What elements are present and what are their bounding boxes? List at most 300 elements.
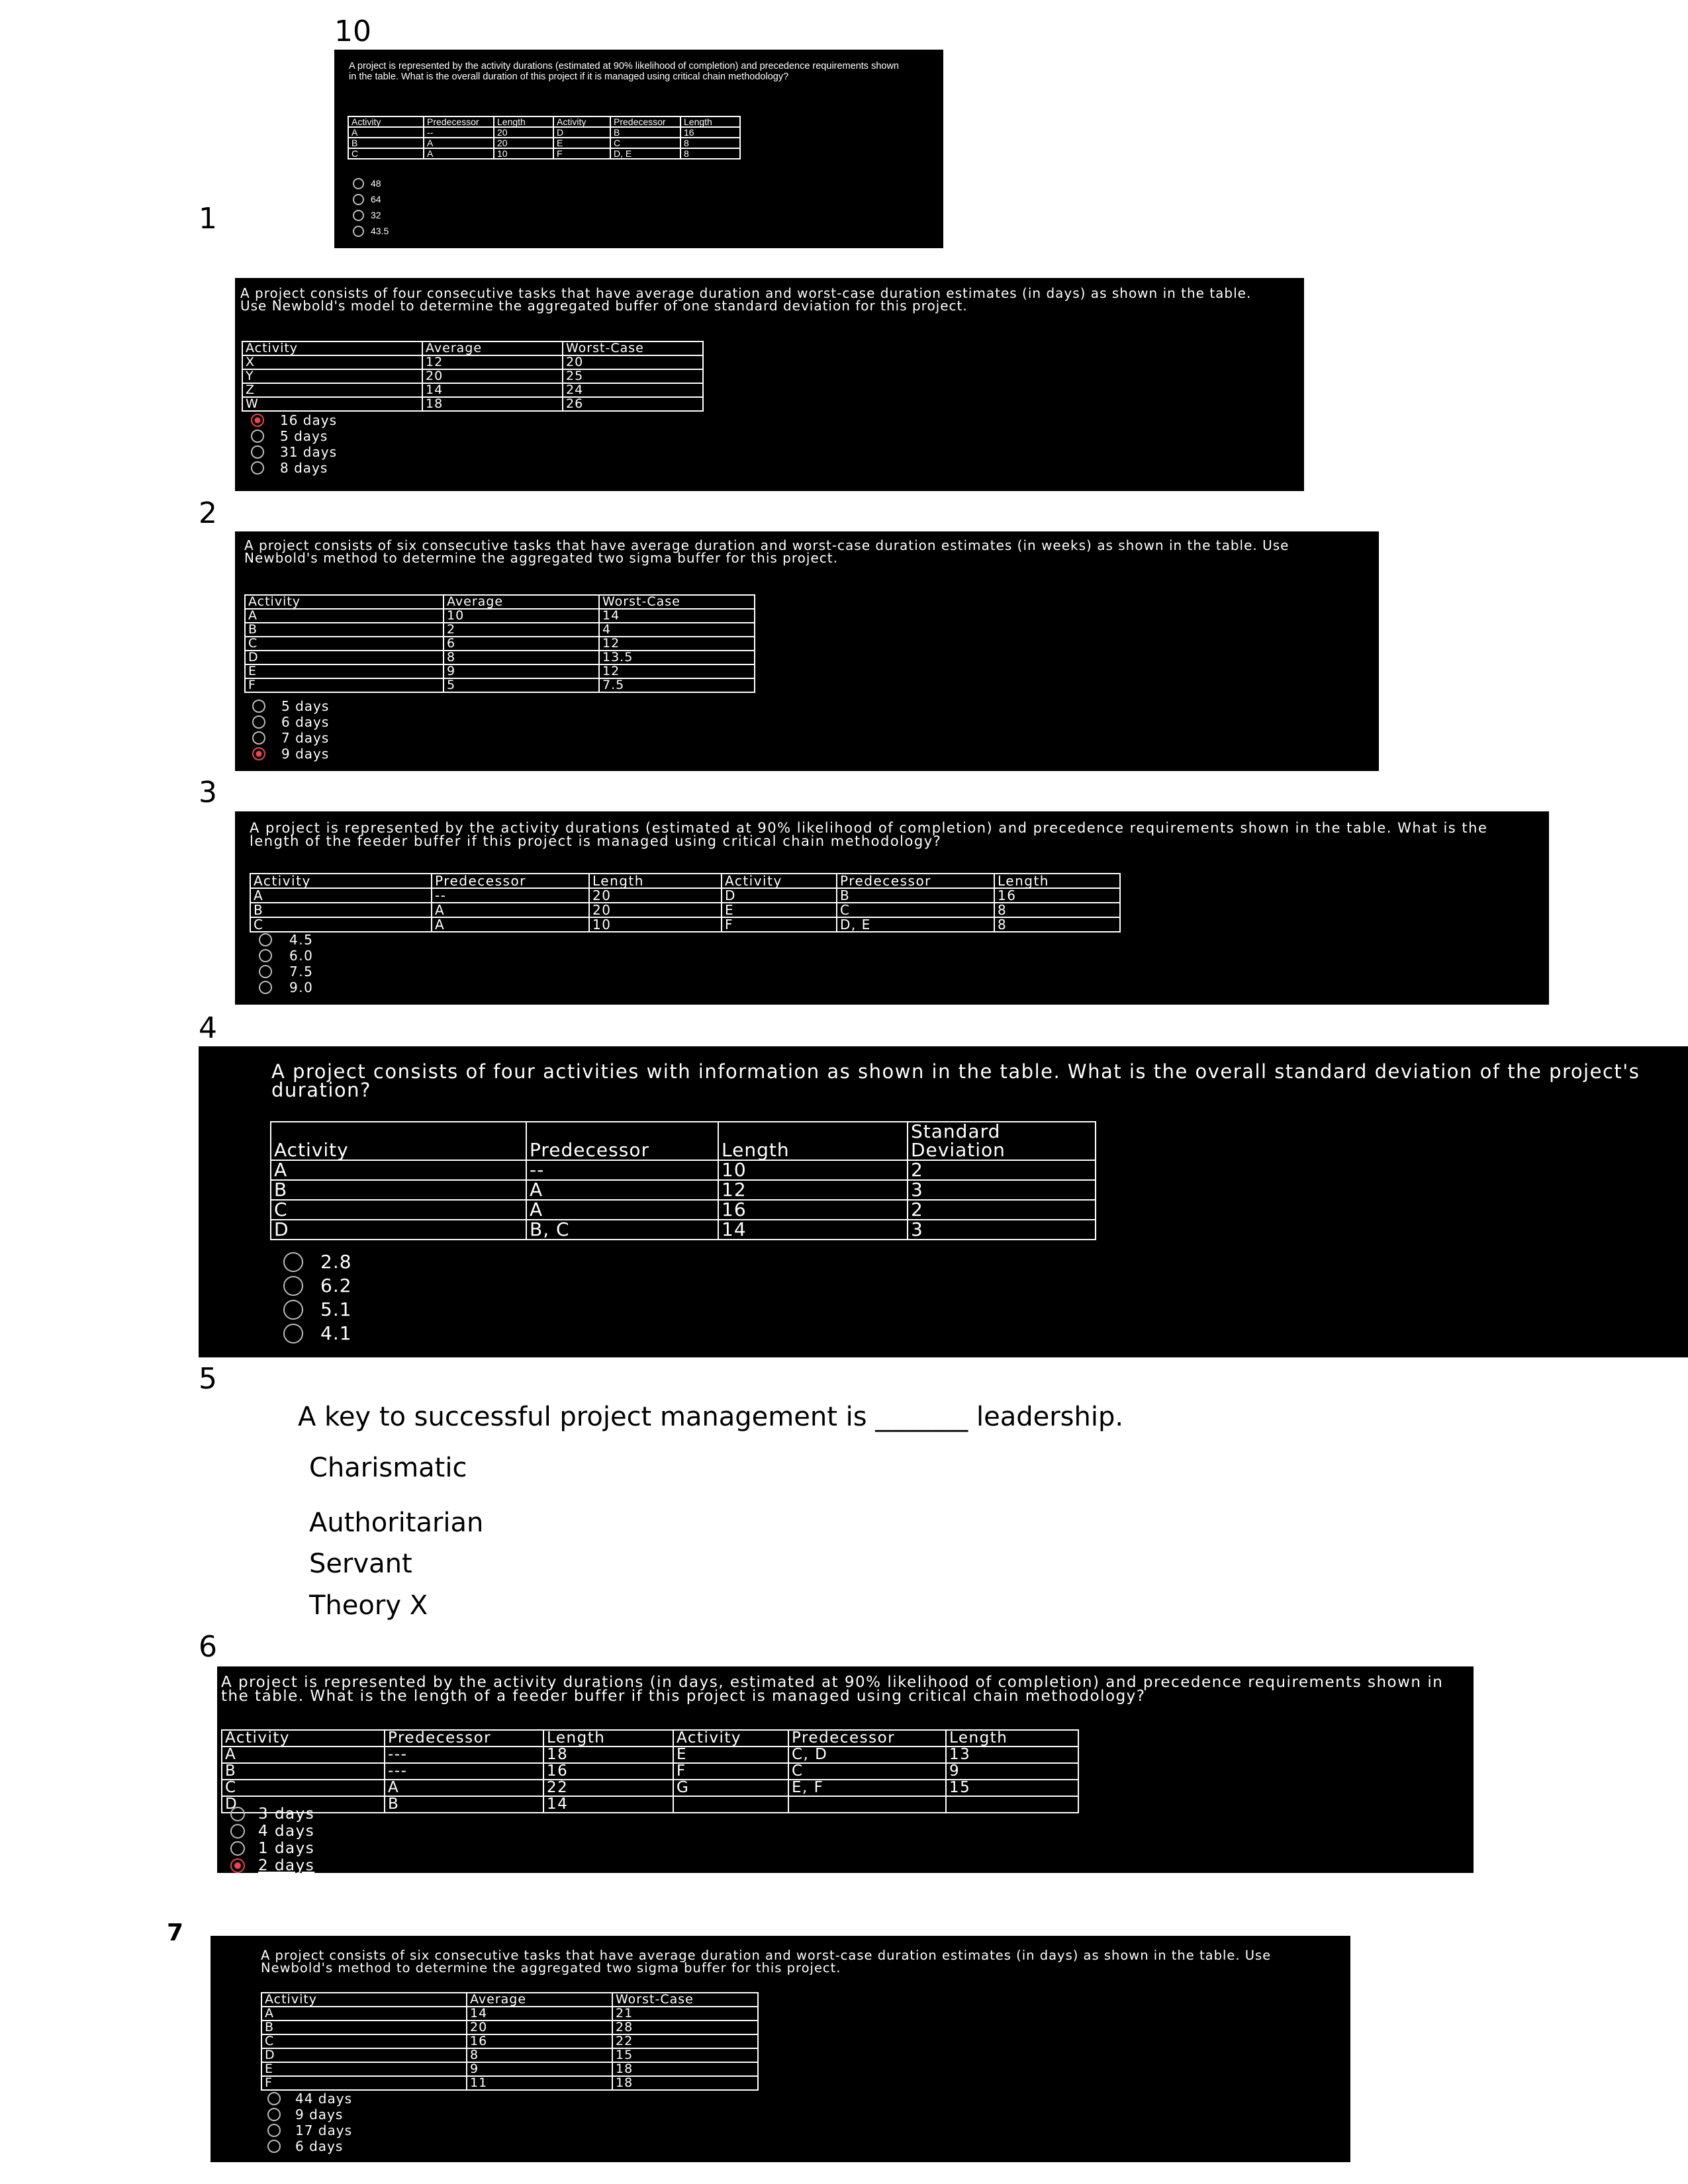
table-cell: 15: [946, 1780, 1078, 1796]
option-label: 43.5: [371, 226, 389, 236]
table-cell: B: [348, 138, 424, 148]
answer-options: [353, 175, 389, 239]
option-label: 3 days: [258, 1805, 315, 1823]
table-cell: E, F: [788, 1780, 946, 1796]
table-cell: C, D: [788, 1747, 946, 1763]
table-header: Activity: [271, 1122, 526, 1160]
table-row: [348, 148, 740, 159]
table-cell: 22: [612, 2034, 758, 2048]
answer-option[interactable]: [230, 1857, 314, 1873]
answer-options: [283, 1250, 352, 1345]
table-cell: F: [261, 2076, 467, 2090]
table-cell: A: [222, 1747, 385, 1763]
table-cell: C: [788, 1763, 946, 1780]
table-cell: B: [245, 623, 444, 637]
table-cell: 22: [543, 1780, 673, 1796]
option-label: 4.1: [320, 1322, 352, 1344]
table-row: [242, 355, 703, 369]
question-text: A project is represented by the activity durations (estimated at 90% likelihood of completion) and precedence requirements shown in the table. What is the length of the feeder buffer if this project is managed using critical chain methodology?: [250, 820, 1488, 849]
table-cell: [673, 1796, 788, 1813]
table-cell: D: [271, 1220, 526, 1240]
table-cell: A: [245, 609, 444, 623]
answer-option[interactable]: [230, 1805, 314, 1823]
table-cell: 9: [467, 2062, 612, 2076]
radio-button-icon[interactable]: [353, 178, 364, 189]
answer-option[interactable]: [267, 2107, 352, 2122]
table-cell: [788, 1796, 946, 1813]
option-label: 9 days: [281, 746, 330, 762]
option-label: 1 days: [258, 1839, 315, 1857]
answer-option[interactable]: [251, 460, 337, 476]
table-cell: --: [432, 888, 589, 903]
table-cell: 18: [612, 2076, 758, 2090]
table-cell: B: [385, 1796, 543, 1813]
table-cell: C: [250, 917, 432, 932]
table-cell: F: [245, 678, 444, 692]
option-label: 2 days: [258, 1856, 315, 1873]
table-cell: D: [245, 651, 444, 664]
table-cell: A: [526, 1180, 718, 1200]
radio-button-icon[interactable]: [259, 981, 272, 994]
table-header: Activity: [245, 595, 444, 609]
answer-option[interactable]: [353, 191, 389, 207]
option-label: 17 days: [295, 2122, 353, 2138]
table-header: Predecessor: [424, 116, 494, 127]
table-cell: B: [837, 888, 994, 903]
table-header: Activity: [673, 1730, 788, 1747]
option-label: 44 days: [295, 2091, 353, 2107]
answer-options: [267, 2091, 352, 2154]
radio-button-selected-icon[interactable]: [251, 414, 264, 427]
table-cell: --: [424, 127, 494, 138]
table-row: [271, 1220, 1096, 1240]
table-cell: 13: [946, 1747, 1078, 1763]
table-header: Standard Deviation: [908, 1122, 1096, 1160]
table-cell: 12: [599, 637, 755, 651]
answer-option[interactable]: [353, 223, 389, 239]
table-header: Activity: [222, 1730, 385, 1747]
radio-button-icon[interactable]: [259, 933, 272, 946]
table-cell: 20: [589, 903, 722, 917]
table-header: Length: [946, 1730, 1078, 1747]
option-label: 64: [371, 194, 381, 205]
table-cell: 13.5: [599, 651, 755, 664]
option-label: 32: [371, 210, 381, 220]
table-cell: --: [526, 1160, 718, 1180]
answer-option[interactable]: [252, 730, 329, 746]
table-cell: 8: [467, 2048, 612, 2062]
table-header: Predecessor: [610, 116, 680, 127]
table-cell: B: [250, 903, 432, 917]
option-label: 4 days: [258, 1822, 315, 1840]
table-header: Activity: [722, 874, 837, 888]
table-cell: 20: [589, 888, 722, 903]
question-text: A project consists of four consecutive tasks that have average duration and worst-case duration estimates (in days) as shown in the table. Use Newbold's model to determine the aggregated buffer of one standard deviation for this project.: [240, 285, 1252, 314]
answer-option[interactable]: [283, 1298, 352, 1322]
table-cell: 16: [994, 888, 1120, 903]
table-cell: F: [722, 917, 837, 932]
question-number-2: 2: [199, 496, 217, 530]
question-number-3: 3: [199, 776, 217, 809]
table-cell: A: [348, 127, 424, 138]
answer-options: [230, 1805, 314, 1873]
radio-button-selected-icon[interactable]: [252, 747, 265, 760]
answer-option[interactable]: [259, 964, 313, 979]
table-cell: 20: [494, 127, 553, 138]
table-cell: 9: [444, 664, 599, 678]
option-label: 5.1: [320, 1298, 352, 1320]
table-cell: 20: [494, 138, 553, 148]
table-cell: G: [673, 1780, 788, 1796]
table-cell: 18: [543, 1747, 673, 1763]
table-cell: 6: [444, 637, 599, 651]
table-row: [245, 651, 755, 664]
question-table: [261, 1992, 759, 2091]
radio-button-icon[interactable]: [267, 2124, 281, 2137]
question-5-text: A key to successful project management is _______ leadership.: [298, 1402, 1124, 1432]
answer-option[interactable]: [267, 2138, 352, 2154]
table-row: [222, 1747, 1078, 1763]
table-cell: C: [271, 1200, 526, 1220]
table-row: [250, 888, 1120, 903]
table-row: [222, 1796, 1078, 1813]
radio-button-icon[interactable]: [353, 194, 364, 205]
table-cell: 12: [599, 664, 755, 678]
table-cell: A: [432, 903, 589, 917]
question-number-1: 1: [199, 202, 217, 236]
radio-button-icon[interactable]: [251, 461, 264, 475]
table-header: Predecessor: [432, 874, 589, 888]
table-row: [271, 1180, 1096, 1200]
answer-option[interactable]: [353, 175, 389, 191]
radio-button-icon[interactable]: [353, 226, 364, 237]
question-table: [242, 341, 704, 412]
table-cell: C: [348, 148, 424, 159]
table-cell: 14: [422, 383, 563, 397]
table-cell: 11: [467, 2076, 612, 2090]
table-row: [222, 1763, 1078, 1780]
table-row: [245, 637, 755, 651]
table-header: Average: [422, 341, 563, 355]
question-number-7: 7: [167, 1919, 184, 1946]
table-row: [242, 397, 703, 411]
table-header: Length: [589, 874, 722, 888]
option-label: 4.5: [289, 932, 314, 948]
table-cell: B: [261, 2021, 467, 2034]
answer-option[interactable]: [267, 2122, 352, 2138]
table-cell: C: [610, 138, 680, 148]
answer-option[interactable]: [230, 1823, 314, 1840]
answer-option[interactable]: [267, 2091, 352, 2107]
question-5-option[interactable]: Servant: [309, 1549, 412, 1579]
table-header: Length: [718, 1122, 908, 1160]
question-text: A project consists of six consecutive tasks that have average duration and worst-case duration estimates (in days) as shown in the table. Use Newbold's method to determine the aggregated two sigma buffer for this project.: [261, 1948, 1272, 1976]
radio-button-icon[interactable]: [252, 700, 265, 713]
table-cell: A: [424, 148, 494, 159]
radio-button-icon[interactable]: [283, 1300, 303, 1320]
table-row: [222, 1780, 1078, 1796]
radio-button-icon[interactable]: [283, 1276, 303, 1296]
answer-option[interactable]: [251, 428, 337, 444]
question-1-panel: [235, 278, 1304, 491]
table-cell: B: [271, 1180, 526, 1200]
table-cell: 10: [494, 148, 553, 159]
table-cell: 18: [612, 2062, 758, 2076]
option-label: 16 days: [280, 412, 338, 428]
radio-button-icon[interactable]: [230, 1824, 245, 1839]
table-row: [261, 2048, 758, 2062]
radio-button-icon[interactable]: [267, 2092, 281, 2105]
table-cell: 2: [444, 623, 599, 637]
question-5-option[interactable]: Authoritarian: [309, 1508, 484, 1538]
table-cell: C: [261, 2034, 467, 2048]
table-cell: 3: [908, 1180, 1096, 1200]
table-cell: 2: [908, 1200, 1096, 1220]
table-cell: Z: [242, 383, 422, 397]
table-cell: 16: [543, 1763, 673, 1780]
table-cell: 10: [589, 917, 722, 932]
table-cell: A: [271, 1160, 526, 1180]
table-cell: 10: [718, 1160, 908, 1180]
table-cell: [946, 1796, 1078, 1813]
option-label: 5 days: [281, 698, 330, 714]
table-cell: F: [673, 1763, 788, 1780]
table-cell: W: [242, 397, 422, 411]
question-text: A project is represented by the activity durations (estimated at 90% likelihood of completion) and precedence requirements shown in the table. What is the overall duration of this project if it is managed using critical chain methodology?: [349, 61, 899, 82]
table-header: Worst-Case: [599, 595, 755, 609]
question-number-10: 10: [334, 15, 371, 48]
table-cell: 28: [612, 2021, 758, 2034]
table-cell: A: [261, 2007, 467, 2021]
option-label: 5 days: [280, 428, 328, 444]
table-cell: D: [722, 888, 837, 903]
answer-option[interactable]: [252, 746, 329, 762]
table-header: Activity: [250, 874, 432, 888]
radio-button-icon[interactable]: [259, 965, 272, 978]
table-cell: E: [261, 2062, 467, 2076]
option-label: 6.0: [289, 948, 314, 964]
table-cell: 20: [467, 2021, 612, 2034]
table-cell: 14: [467, 2007, 612, 2021]
option-label: 31 days: [280, 444, 338, 460]
question-table: [270, 1121, 1096, 1240]
option-label: 9.0: [289, 979, 314, 995]
radio-button-icon[interactable]: [252, 715, 265, 729]
table-cell: 2: [908, 1160, 1096, 1180]
question-table: [221, 1729, 1079, 1813]
radio-button-icon[interactable]: [353, 210, 364, 221]
table-header: Predecessor: [788, 1730, 946, 1747]
table-cell: E: [673, 1747, 788, 1763]
question-5-option[interactable]: Theory X: [309, 1590, 428, 1621]
question-2-panel: [235, 531, 1379, 771]
question-text: A project consists of six consecutive tasks that have average duration and worst-case duration estimates (in weeks) as shown in the table. Use Newbold's method to determine the aggregated two sigma buffer for this project.: [244, 537, 1289, 566]
table-cell: 14: [718, 1220, 908, 1240]
table-cell: 21: [612, 2007, 758, 2021]
table-cell: A: [432, 917, 589, 932]
table-cell: B, C: [526, 1220, 718, 1240]
radio-button-icon[interactable]: [267, 2108, 281, 2121]
table-cell: 8: [994, 903, 1120, 917]
table-cell: 20: [422, 369, 563, 383]
option-label: 9 days: [295, 2107, 344, 2122]
answer-option[interactable]: [252, 698, 329, 714]
table-cell: B: [222, 1763, 385, 1780]
table-row: [250, 917, 1120, 932]
option-label: 6 days: [281, 714, 330, 730]
question-number-6: 6: [199, 1630, 217, 1664]
answer-option[interactable]: [283, 1274, 352, 1298]
radio-button-selected-icon[interactable]: [230, 1858, 245, 1873]
table-header: Length: [994, 874, 1120, 888]
table-row: [245, 609, 755, 623]
table-cell: 12: [422, 355, 563, 369]
table-cell: B: [610, 127, 680, 138]
table-cell: 8: [994, 917, 1120, 932]
option-label: 2.8: [320, 1251, 352, 1273]
radio-button-icon[interactable]: [267, 2140, 281, 2153]
question-5-option[interactable]: Charismatic: [309, 1453, 467, 1483]
table-cell: C: [245, 637, 444, 651]
table-row: [271, 1200, 1096, 1220]
radio-button-icon[interactable]: [230, 1841, 245, 1856]
answer-option[interactable]: [230, 1840, 314, 1857]
question-4-panel: [199, 1046, 1688, 1357]
answer-option[interactable]: [259, 979, 313, 995]
table-cell: A: [424, 138, 494, 148]
radio-button-icon[interactable]: [259, 949, 272, 962]
answer-options: [252, 698, 329, 762]
answer-option[interactable]: [252, 714, 329, 730]
table-header: Activity: [261, 1993, 467, 2007]
radio-button-icon[interactable]: [283, 1252, 303, 1272]
table-header: Average: [467, 1993, 612, 2007]
answer-option[interactable]: [353, 207, 389, 223]
table-cell: 8: [680, 138, 740, 148]
option-label: 6.2: [320, 1275, 352, 1297]
answer-options: [259, 932, 313, 995]
table-cell: X: [242, 355, 422, 369]
table-cell: A: [250, 888, 432, 903]
table-cell: A: [385, 1780, 543, 1796]
table-cell: 8: [680, 148, 740, 159]
question-10-panel: [334, 50, 943, 248]
table-header: Average: [444, 595, 599, 609]
table-cell: 16: [467, 2034, 612, 2048]
table-cell: 3: [908, 1220, 1096, 1240]
table-row: [261, 2076, 758, 2090]
question-table: [250, 873, 1121, 933]
question-6-panel: [217, 1666, 1474, 1873]
table-cell: C: [222, 1780, 385, 1796]
table-row: [245, 664, 755, 678]
table-cell: 12: [718, 1180, 908, 1200]
answer-option[interactable]: [251, 444, 337, 460]
answer-option[interactable]: [283, 1250, 352, 1274]
question-text: A project consists of four activities with information as shown in the table. What is the overall standard deviation of the project's duration?: [271, 1060, 1640, 1102]
table-cell: D: [553, 127, 610, 138]
table-header: Length: [543, 1730, 673, 1747]
table-cell: 26: [563, 397, 703, 411]
table-row: [261, 2062, 758, 2076]
option-label: 7 days: [281, 730, 330, 746]
table-cell: E: [722, 903, 837, 917]
table-cell: 14: [543, 1796, 673, 1813]
table-row: [348, 127, 740, 138]
table-header: Activity: [348, 116, 424, 127]
table-row: [250, 903, 1120, 917]
radio-button-icon[interactable]: [251, 430, 264, 443]
radio-button-icon[interactable]: [251, 445, 264, 459]
table-header: Worst-Case: [563, 341, 703, 355]
table-row: [271, 1160, 1096, 1180]
table-row: [348, 138, 740, 148]
radio-button-icon[interactable]: [283, 1324, 303, 1343]
table-cell: 15: [612, 2048, 758, 2062]
table-row: [261, 2021, 758, 2034]
table-cell: ---: [385, 1763, 543, 1780]
question-text: A project is represented by the activity durations (in days, estimated at 90% likelihood of completion) and precedence requirements shown in the table. What is the length of a feeder buffer if this project is managed using critical chain methodology?: [221, 1674, 1444, 1706]
table-cell: E: [245, 664, 444, 678]
table-cell: D, E: [837, 917, 994, 932]
table-cell: E: [553, 138, 610, 148]
table-header: Predecessor: [385, 1730, 543, 1747]
table-cell: 16: [680, 127, 740, 138]
table-header: Predecessor: [837, 874, 994, 888]
table-header: Activity: [553, 116, 610, 127]
table-cell: A: [526, 1200, 718, 1220]
table-header: Length: [680, 116, 740, 127]
answer-option[interactable]: [251, 412, 337, 428]
question-table: [348, 116, 741, 159]
question-table: [244, 594, 755, 693]
table-cell: ---: [385, 1747, 543, 1763]
answer-options: [251, 412, 337, 476]
radio-button-icon[interactable]: [252, 731, 265, 745]
table-row: [245, 623, 755, 637]
table-cell: C: [837, 903, 994, 917]
table-cell: D: [222, 1796, 385, 1813]
table-cell: 14: [599, 609, 755, 623]
table-row: [245, 678, 755, 692]
answer-option[interactable]: [259, 948, 313, 964]
table-cell: 16: [718, 1200, 908, 1220]
table-cell: D, E: [610, 148, 680, 159]
option-label: 7.5: [289, 964, 314, 979]
option-label: 8 days: [280, 460, 328, 476]
table-row: [261, 2034, 758, 2048]
table-cell: 5: [444, 678, 599, 692]
table-cell: 8: [444, 651, 599, 664]
radio-button-icon[interactable]: [230, 1807, 245, 1821]
option-label: 48: [371, 178, 381, 189]
table-row: [242, 369, 703, 383]
answer-option[interactable]: [283, 1322, 352, 1345]
table-cell: 9: [946, 1763, 1078, 1780]
table-header: Predecessor: [526, 1122, 718, 1160]
table-cell: 18: [422, 397, 563, 411]
table-cell: 25: [563, 369, 703, 383]
table-header: Activity: [242, 341, 422, 355]
answer-option[interactable]: [259, 932, 313, 948]
table-cell: 7.5: [599, 678, 755, 692]
table-header: Worst-Case: [612, 1993, 758, 2007]
question-number-5: 5: [199, 1362, 217, 1396]
table-cell: 10: [444, 609, 599, 623]
question-7-panel: [211, 1936, 1350, 2162]
table-cell: D: [261, 2048, 467, 2062]
table-cell: F: [553, 148, 610, 159]
